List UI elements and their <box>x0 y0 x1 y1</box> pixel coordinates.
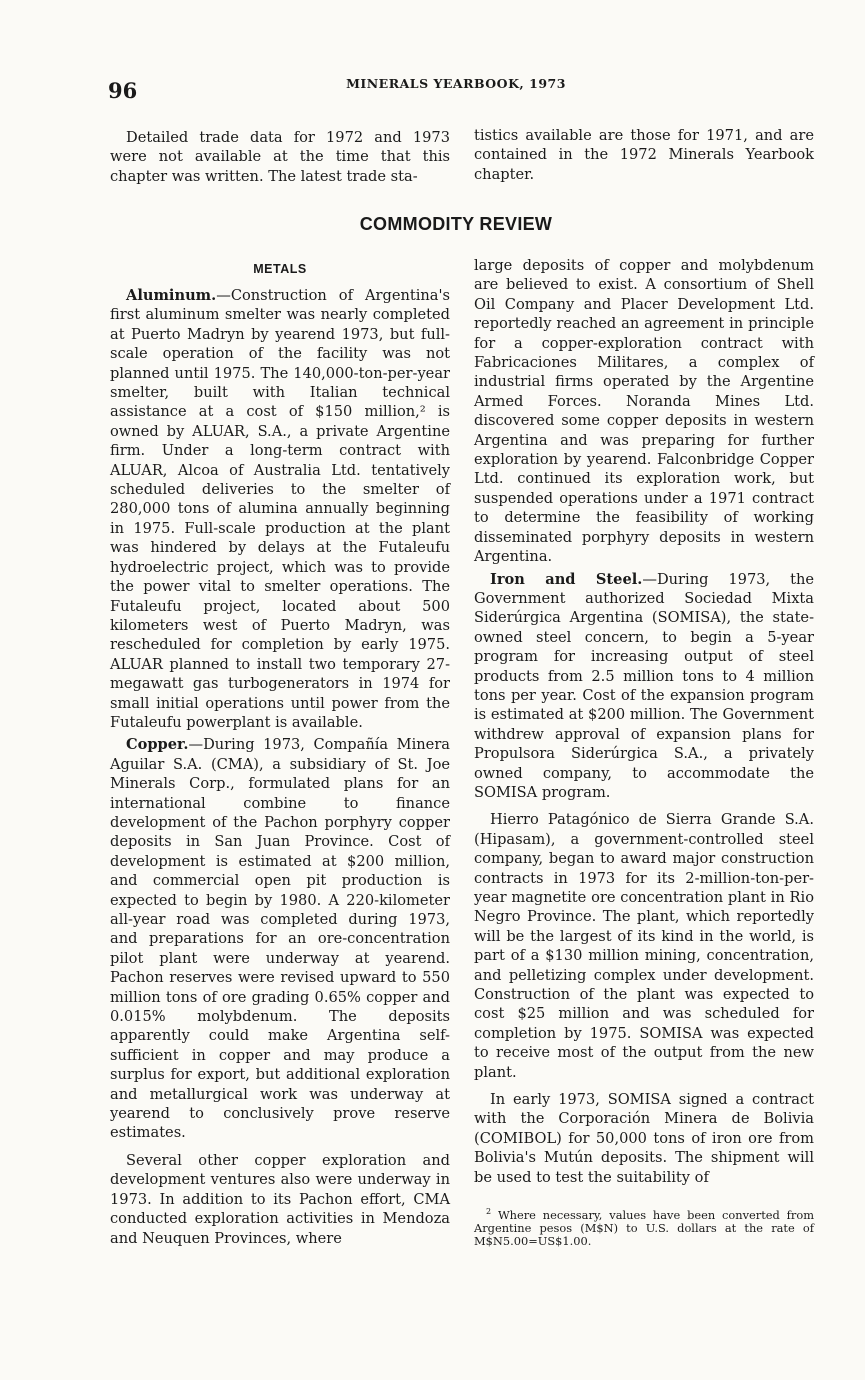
copper-paragraph-3: large deposits of copper and molybdenum are believed to exist. A consortium of Shell Oil Company and Placer Development Ltd. reportedly reached an agreement in principle for a copper-exploration contract with Fabricaciones Militares, a complex of industrial firms operated by the Argentine Armed Forces. Noranda Mines Ltd. discovered some copper deposits in western Argentina and was preparing for further exploration by yearend. Falconbridge Copper Ltd. continued its exploration work, but suspended operations under a 1971 contract to determine the feasibility of working disseminated porphyry deposits in western Argentina. <box>474 257 814 566</box>
intro-paragraph-left: Detailed trade data for 1972 and 1973 were not available at the time that this chapter was written. The latest trade sta- <box>110 129 450 185</box>
hipasam-paragraph: Hierro Patagónico de Sierra Grande S.A. (Hipasam), a government-controlled steel company, began to award major construction contracts in 1973 for its 2-million-ton-per-year magnetite ore concentration plant in Rio Negro Province. The plant, which reportedly will be the largest of its kind in the world, is part of a $130 million mining, concentration, and pelletizing complex under development. Construction of the plant was expected to cost $25 million and was scheduled for completion by 1975. SOMISA was expected to receive most of the output from the new plant. <box>474 811 814 1081</box>
metals-heading: METALS <box>253 262 307 276</box>
intro-right-column <box>474 126 814 184</box>
aluminum-lead: Aluminum. <box>126 287 217 304</box>
right-column <box>474 256 814 1248</box>
somisa-contract-paragraph: In early 1973, SOMISA signed a contract with the Corporación Minera de Bolivia (COMIBOL) for 50,000 tons of iron ore from Bolivia's Mutún deposits. The shipment will be used to test the suitability of <box>474 1091 814 1186</box>
aluminum-text: —Construction of Argentina's first aluminum smelter was nearly completed at Puerto Madryn by yearend 1973, but full-scale operation of the facility was not planned until 1975. The 140,000-ton-per-year smelter, built with Italian technical assistance at a cost of $150 million,² is owned by ALUAR, S.A., a private Argentine firm. Under a long-term contract with ALUAR, Alcoa of Australia Ltd. tentatively scheduled deliveries to the smelter of 280,000 tons of alumina annually beginning in 1975. Full-scale production at the plant was hindered by delays at the Futaleufu hydroelectric project, which was to provide the power vital to smelter operations. The Futaleufu project, located about 500 kilometers west of Puerto Madryn, was rescheduled for completion by early 1975. ALUAR planned to install two temporary 27-megawatt gas turbogenerators in 1974 for small initial operations until power from the Futaleufu powerplant is available. <box>110 287 450 731</box>
page-number: 96 <box>108 78 138 103</box>
copper-paragraph-2: Several other copper exploration and development ventures also were underway in 1973. In addition to its Pachon effort, CMA conducted exploration activities in Mendoza and Neuquen Provinces, where <box>110 1151 450 1247</box>
copper-paragraph <box>110 735 450 1143</box>
iron-steel-lead: Iron and Steel. <box>490 570 643 588</box>
copper-lead: Copper. <box>126 736 189 754</box>
running-title: MINERALS YEARBOOK, 1973 <box>346 76 566 91</box>
left-column <box>110 262 450 1248</box>
iron-steel-text: —During 1973, the Government authorized Sociedad Mixta Siderúrgica Argentina (SOMISA), the state-owned steel concern, to begin a 5-year program for increasing output of steel products from 2.5 million tons to 4 million tons per year. Cost of the expansion program is estimated at $200 million. The Government withdrew approval of expansion plans for Propulsora Siderúrgica S.A., a privately owned company, to accommodate the SOMISA program. <box>474 570 814 801</box>
iron-steel-paragraph <box>474 570 814 803</box>
section-title: COMMODITY REVIEW <box>359 214 553 234</box>
intro-left-column <box>110 128 450 186</box>
intro-paragraph-right: tistics available are those for 1971, and are contained in the 1972 Minerals Yearbook chapter. <box>474 127 814 183</box>
footnote-marker: 2 <box>486 1207 492 1217</box>
footnote <box>474 1205 814 1248</box>
aluminum-paragraph <box>110 286 450 732</box>
footnote-text: Where necessary, values have been converted from Argentine pesos (M$N) to U.S. dollars at the rate of M$N5.00=US$1.00. <box>474 1207 814 1248</box>
copper-text: —During 1973, Compañía Minera Aguilar S.A. (CMA), a subsidiary of St. Joe Minerals Corp., formulated plans for an international combine to finance development of the Pachon porphyry copper deposits in San Juan Province. Cost of development is estimated at $200 million, and commercial open pit production is expected to begin by 1980. A 220-kilometer all-year road was completed during 1973, and preparations for an ore-concentration pilot plant were underway at yearend. Pachon reserves were revised upward to 550 million tons of ore grading 0.65% copper and 0.015% molybdenum. The deposits apparently could make Argentina self-sufficient in copper and may produce a surplus for export, but additional exploration and metallurgical work was underway at yearend to conclusively prove reserve estimates. <box>110 736 450 1142</box>
